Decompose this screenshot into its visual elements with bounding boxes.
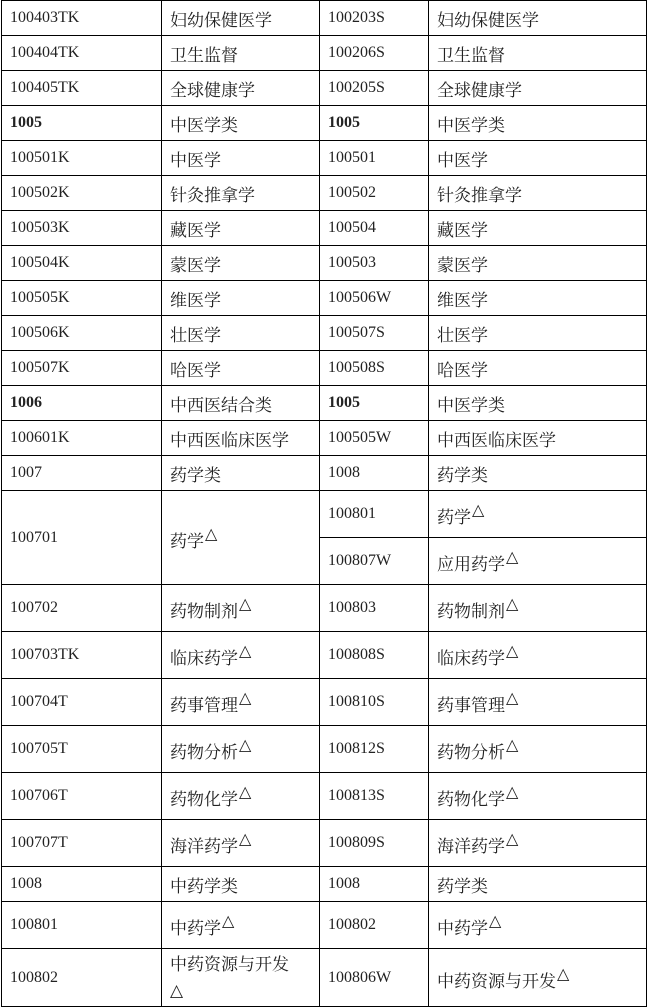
old-name: 壮医学 xyxy=(162,316,320,351)
table-row xyxy=(2,71,647,106)
old-name: 药学 xyxy=(170,531,204,552)
old-name: 全球健康学 xyxy=(162,71,320,106)
old-name-cell xyxy=(162,585,320,632)
table-row xyxy=(2,106,647,141)
table-row xyxy=(2,902,647,949)
triangle-mark-icon: △ xyxy=(239,829,252,848)
old-code: 100703TK xyxy=(2,632,162,679)
old-code: 100802 xyxy=(2,949,162,1007)
new-code: 100206S xyxy=(320,36,429,71)
new-name-cell xyxy=(429,726,647,773)
new-name: 针灸推拿学 xyxy=(429,176,647,211)
new-name: 中医学类 xyxy=(429,106,647,141)
old-name-cell xyxy=(162,726,320,773)
old-category-code: 1006 xyxy=(2,386,162,421)
table-row xyxy=(2,726,647,773)
new-code: 100803 xyxy=(320,585,429,632)
old-name: 中药学 xyxy=(170,919,221,939)
triangle-mark-icon: △ xyxy=(239,641,252,660)
table-row xyxy=(2,867,647,902)
old-name: 蒙医学 xyxy=(162,246,320,281)
new-code: 100503 xyxy=(320,246,429,281)
triangle-mark-icon: △ xyxy=(489,911,502,930)
table-row xyxy=(2,632,647,679)
new-code: 100505W xyxy=(320,421,429,456)
old-code: 100502K xyxy=(2,176,162,211)
old-name: 中医学类 xyxy=(162,106,320,141)
old-code: 100506K xyxy=(2,316,162,351)
new-code: 100807W xyxy=(320,538,429,585)
table-row xyxy=(2,211,647,246)
triangle-mark-icon: △ xyxy=(506,594,519,613)
new-code: 100806W xyxy=(320,949,429,1007)
table-row xyxy=(2,351,647,386)
new-name: 中西医临床医学 xyxy=(429,421,647,456)
old-name: 针灸推拿学 xyxy=(162,176,320,211)
triangle-mark-icon: △ xyxy=(472,500,485,519)
table-row xyxy=(2,421,647,456)
new-code: 100203S xyxy=(320,1,429,36)
triangle-mark-icon: △ xyxy=(205,523,218,543)
triangle-mark-icon: △ xyxy=(506,547,519,566)
new-name-cell xyxy=(429,491,647,538)
old-name: 哈医学 xyxy=(162,351,320,386)
old-name: 维医学 xyxy=(162,281,320,316)
new-name: 药物制剂 xyxy=(437,602,505,622)
old-code: 1008 xyxy=(2,867,162,902)
old-name: 药物化学 xyxy=(170,790,238,810)
old-code: 100704T xyxy=(2,679,162,726)
new-name: 妇幼保健医学 xyxy=(429,1,647,36)
table-row xyxy=(2,1,647,36)
new-name: 藏医学 xyxy=(429,211,647,246)
triangle-mark-icon: △ xyxy=(239,688,252,707)
new-code: 1008 xyxy=(320,867,429,902)
table-row xyxy=(2,281,647,316)
old-name-cell xyxy=(162,773,320,820)
new-code: 100802 xyxy=(320,902,429,949)
new-name-cell xyxy=(429,773,647,820)
new-name: 应用药学 xyxy=(437,555,505,575)
old-code: 100701 xyxy=(2,491,162,585)
old-name: 药学类 xyxy=(162,456,320,491)
new-code: 100810S xyxy=(320,679,429,726)
old-name: 海洋药学 xyxy=(170,837,238,857)
new-name: 药学类 xyxy=(429,456,647,491)
table-row xyxy=(2,679,647,726)
triangle-mark-icon: △ xyxy=(506,688,519,707)
old-code: 100501K xyxy=(2,141,162,176)
new-name: 维医学 xyxy=(429,281,647,316)
old-name: 中西医临床医学 xyxy=(162,421,320,456)
old-name: 妇幼保健医学 xyxy=(162,1,320,36)
new-name: 药学 xyxy=(437,508,471,528)
new-code: 100813S xyxy=(320,773,429,820)
triangle-mark-icon: △ xyxy=(506,735,519,754)
old-code: 100801 xyxy=(2,902,162,949)
new-code: 100507S xyxy=(320,316,429,351)
old-name: 药事管理 xyxy=(170,696,238,716)
new-name: 临床药学 xyxy=(437,649,505,669)
new-name: 药物化学 xyxy=(437,790,505,810)
old-name: 卫生监督 xyxy=(162,36,320,71)
old-name: 中西医结合类 xyxy=(162,386,320,421)
old-name: 药物制剂 xyxy=(170,602,238,622)
table-row xyxy=(2,246,647,281)
old-code: 100403TK xyxy=(2,1,162,36)
old-code: 100706T xyxy=(2,773,162,820)
old-name-cell xyxy=(162,902,320,949)
new-name: 药物分析 xyxy=(437,743,505,763)
old-code: 1007 xyxy=(2,456,162,491)
new-code: 100801 xyxy=(320,491,429,538)
new-category-code: 1005 xyxy=(320,386,429,421)
old-code: 100507K xyxy=(2,351,162,386)
new-name: 全球健康学 xyxy=(429,71,647,106)
new-name: 中医学 xyxy=(429,141,647,176)
table-row xyxy=(2,585,647,632)
table-row xyxy=(2,141,647,176)
new-name: 卫生监督 xyxy=(429,36,647,71)
old-name: 临床药学 xyxy=(170,649,238,669)
old-code: 100702 xyxy=(2,585,162,632)
new-name-cell xyxy=(429,632,647,679)
old-category-code: 1005 xyxy=(2,106,162,141)
triangle-mark-icon: △ xyxy=(239,594,252,613)
new-name-cell xyxy=(429,949,647,1007)
triangle-mark-icon: △ xyxy=(222,911,235,930)
table-row xyxy=(2,773,647,820)
new-name-cell xyxy=(429,820,647,867)
old-code: 100505K xyxy=(2,281,162,316)
triangle-mark-icon: △ xyxy=(557,963,570,983)
major-code-table xyxy=(1,0,647,1007)
new-name: 哈医学 xyxy=(429,351,647,386)
triangle-mark-icon: △ xyxy=(239,735,252,754)
table-row xyxy=(2,386,647,421)
new-code: 100508S xyxy=(320,351,429,386)
new-code: 100809S xyxy=(320,820,429,867)
old-name-cell xyxy=(162,632,320,679)
new-name: 中医学类 xyxy=(429,386,647,421)
old-code: 100405TK xyxy=(2,71,162,106)
table-row xyxy=(2,456,647,491)
table-row xyxy=(2,36,647,71)
new-name-cell xyxy=(429,538,647,585)
old-name: 中药资源与开发 xyxy=(170,954,289,975)
new-code: 100502 xyxy=(320,176,429,211)
old-code: 100707T xyxy=(2,820,162,867)
old-code: 100705T xyxy=(2,726,162,773)
new-name: 药学类 xyxy=(429,867,647,902)
old-code: 100601K xyxy=(2,421,162,456)
old-code: 100503K xyxy=(2,211,162,246)
new-code: 1008 xyxy=(320,456,429,491)
new-name-cell xyxy=(429,585,647,632)
new-code: 100812S xyxy=(320,726,429,773)
old-name-cell xyxy=(162,491,320,585)
table-row xyxy=(2,949,647,1007)
triangle-mark-icon: △ xyxy=(506,782,519,801)
new-name: 海洋药学 xyxy=(437,837,505,857)
new-name: 中药资源与开发 xyxy=(437,971,556,992)
triangle-mark-icon: △ xyxy=(506,829,519,848)
new-code: 100506W xyxy=(320,281,429,316)
old-name: 中医学 xyxy=(162,141,320,176)
new-name: 药事管理 xyxy=(437,696,505,716)
old-name: 中药学类 xyxy=(162,867,320,902)
old-name-cell xyxy=(162,820,320,867)
new-name: 蒙医学 xyxy=(429,246,647,281)
triangle-mark-icon: △ xyxy=(506,641,519,660)
old-name-cell xyxy=(162,679,320,726)
old-code: 100504K xyxy=(2,246,162,281)
table-row xyxy=(2,820,647,867)
new-code: 100501 xyxy=(320,141,429,176)
old-name: 藏医学 xyxy=(162,211,320,246)
new-code: 100808S xyxy=(320,632,429,679)
new-name: 中药学 xyxy=(437,919,488,939)
new-name-cell xyxy=(429,679,647,726)
triangle-mark-icon: △ xyxy=(170,980,184,1001)
new-name-cell xyxy=(429,902,647,949)
table-row xyxy=(2,316,647,351)
table-row xyxy=(2,491,647,538)
triangle-mark-icon: △ xyxy=(239,782,252,801)
old-name-cell xyxy=(162,949,320,1007)
new-category-code: 1005 xyxy=(320,106,429,141)
old-name: 药物分析 xyxy=(170,743,238,763)
new-code: 100504 xyxy=(320,211,429,246)
table-row xyxy=(2,176,647,211)
old-code: 100404TK xyxy=(2,36,162,71)
new-name: 壮医学 xyxy=(429,316,647,351)
new-code: 100205S xyxy=(320,71,429,106)
